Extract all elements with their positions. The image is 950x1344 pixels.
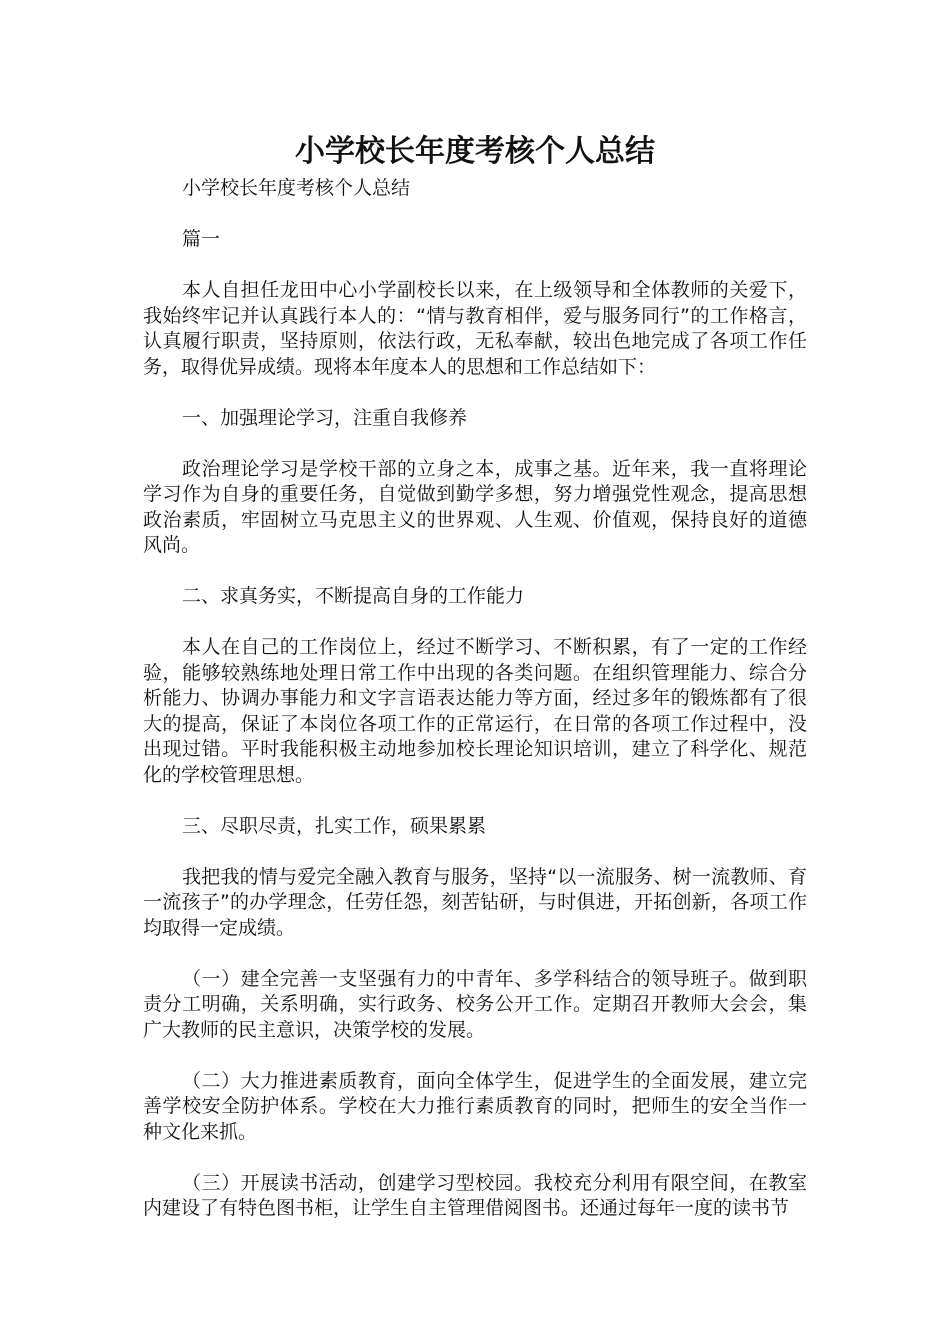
paragraph-intro: 本人自担任龙田中心小学副校长以来，在上级领导和全体教师的关爱下，我始终牢记并认真践行本人的：“情与教育相伴，爱与服务同行”的工作格言，认真履行职责，坚持原则，依法行政，无私奉献，较出色地完成了各项工作任务，取得优异成绩。现将本年度本人的思想和工作总结如下： (143, 279, 807, 378)
document-subtitle: 小学校长年度考核个人总结 (182, 177, 411, 199)
paragraph-section-1: 政治理论学习是学校干部的立身之本，成事之基。近年来，我一直将理论学习作为自身的重要任务，自觉做到勤学多想，努力增强党性观念，提高思想政治素质，牢固树立马克思主义的世界观、人生观、价值观，保持良好的道德风尚。 (143, 457, 807, 556)
heading-section-2: 二、求真务实，不断提高自身的工作能力 (182, 585, 525, 607)
heading-section-3: 三、尽职尽责，扎实工作，硕果累累 (182, 814, 487, 837)
paragraph-item-1: （一）建全完善一支坚强有力的中青年、多学科结合的领导班子。做到职责分工明确，关系明确，实行政务、校务公开工作。定期召开教师大会会，集广大教师的民主意识，决策学校的发展。 (143, 967, 807, 1041)
section-label: 篇一 (182, 228, 221, 250)
paragraph-item-3: （三）开展读书活动，创建学习型校园。我校充分利用有限空间，在教室内建设了有特色图书柜，让学生自主管理借阅图书。还通过每年一度的读书节 (143, 1171, 807, 1219)
document-body (143, 130, 807, 1222)
document-title: 小学校长年度考核个人总结 (295, 134, 655, 169)
paragraph-section-2: 本人在自己的工作岗位上，经过不断学习、不断积累，有了一定的工作经验，能够较熟练地处理日常工作中出现的各类问题。在组织管理能力、综合分析能力、协调办事能力和文字言语表达能力等方面，经过多年的锻炼都有了很大的提高，保证了本岗位各项工作的正常运行，在日常的各项工作过程中，没出现过错。平时我能积极主动地参加校长理论知识培训，建立了科学化、规范化的学校管理思想。 (143, 636, 807, 786)
paragraph-section-3: 我把我的情与爱完全融入教育与服务，坚持“以一流服务、树一流教师、育一流孩子”的办学理念，任劳任怨，刻苦钻研，与时俱进，开拓创新，各项工作均取得一定成绩。 (143, 865, 807, 939)
heading-section-1: 一、加强理论学习，注重自我修养 (182, 406, 468, 429)
paragraph-item-2: （二）大力推进素质教育，面向全体学生，促进学生的全面发展，建立完善学校安全防护体系。学校在大力推行素质教育的同时，把师生的安全当作一种文化来抓。 (143, 1069, 807, 1143)
